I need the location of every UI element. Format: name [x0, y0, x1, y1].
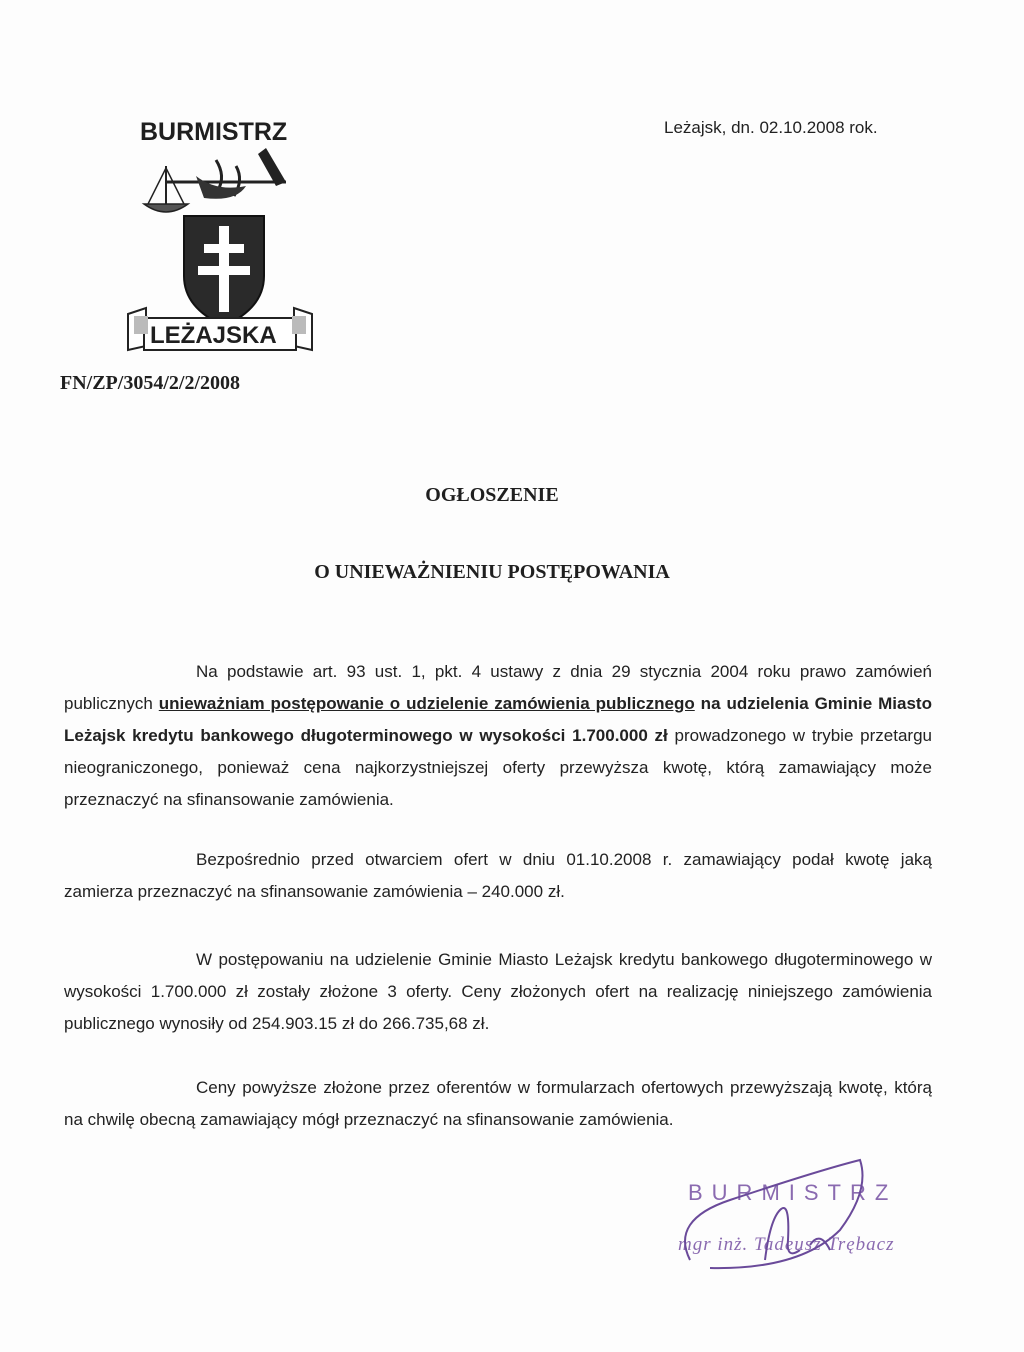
- crest-banner-text: LEŻAJSKA: [150, 322, 277, 349]
- paragraph-4-text: Ceny powyższe złożone przez oferentów w formularzach ofertowych przewyższają kwotę, którą na chwilę obecną zamawiający mógł przeznaczyć na sfinansowanie zamówienia.: [64, 1078, 932, 1129]
- reference-number: FN/ZP/3054/2/2/2008: [60, 372, 240, 394]
- paragraph-1-underlined: unieważniam postępowanie o udzielenie zamówienia publicznego: [158, 694, 695, 713]
- paragraph-2-text: Bezpośrednio przed otwarciem ofert w dniu 01.10.2008 r. zamawiający podał kwotę jaką zamierza przeznaczyć na sfinansowanie zamówienia – 240.000 zł.: [64, 850, 932, 901]
- document-subtitle: O UNIEWAŻNIENIU POSTĘPOWANIA: [314, 561, 670, 583]
- paragraph-3-text: W postępowaniu na udzielenie Gminie Miasto Leżajsk kredytu bankowego długoterminowego w wysokości 1.700.000 zł zostały złożone 3 oferty. Ceny złożonych ofert na realizację niniejszego zamówienia publicznego wynosiły od 254.903.15 zł do 266.735,68 zł.: [64, 950, 932, 1033]
- paragraph-1: [64, 656, 932, 816]
- stamp-title: BURMISTRZ: [688, 1180, 898, 1205]
- stamp-name: mgr inż. Tadeusz Trębacz: [678, 1234, 895, 1255]
- paragraph-1-bold: na udzielenia Gminie Miasto Leżajsk kredytu bankowego długoterminowego w wysokości 1.700.000 zł: [64, 694, 932, 745]
- paragraph-2: [64, 844, 932, 908]
- paragraph-1-text-b: prowadzonego w trybie przetargu nieograniczonego, ponieważ cena najkorzystniejszej oferty przewyższa kwotę, którą zamawiający może przeznaczyć na sfinansowanie zamówienia.: [64, 726, 932, 809]
- date-line: Leżajsk, dn. 02.10.2008 rok.: [664, 118, 878, 137]
- paragraph-3: [64, 944, 932, 1040]
- document-title: OGŁOSZENIE: [425, 484, 559, 506]
- paragraph-4: [64, 1072, 932, 1136]
- crest-title: BURMISTRZ: [140, 118, 288, 146]
- signature-icon: [670, 1150, 890, 1280]
- paragraph-1-text-a: Na podstawie art. 93 ust. 1, pkt. 4 ustawy z dnia 29 stycznia 2004 roku prawo zamówień publicznych: [64, 662, 932, 713]
